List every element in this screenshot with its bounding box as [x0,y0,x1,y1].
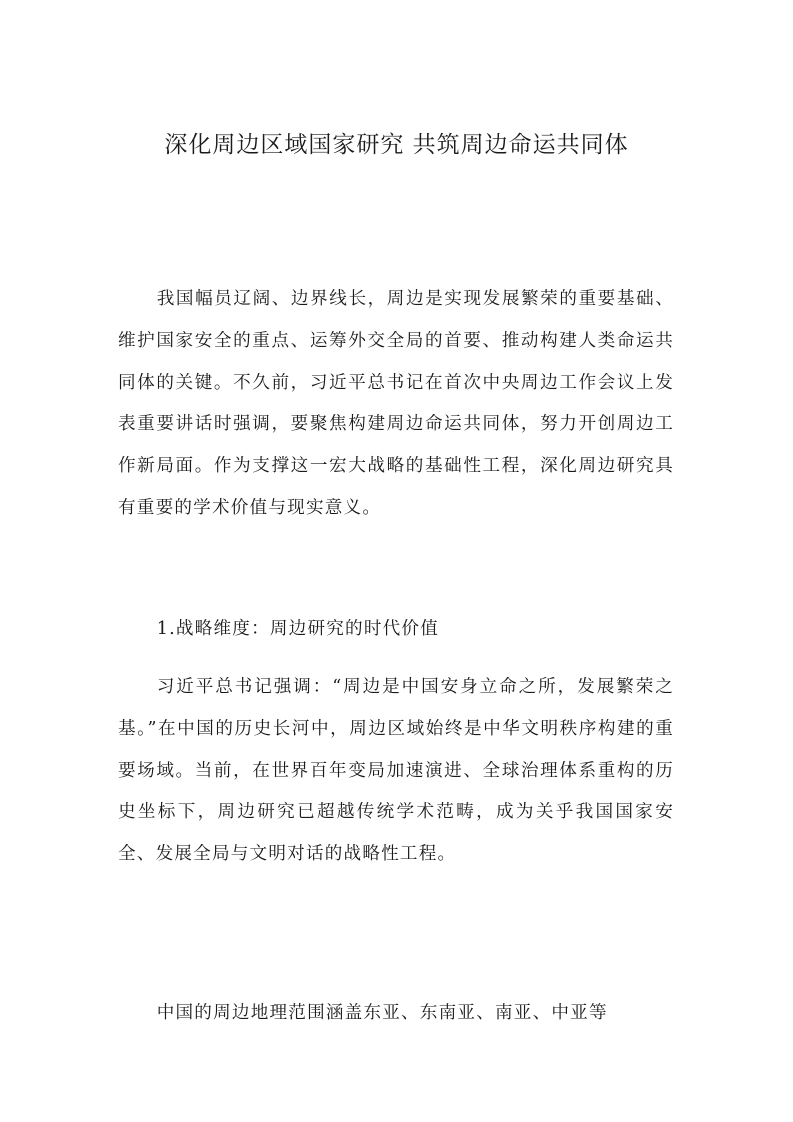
paragraph-intro: 我国幅员辽阔、边界线长，周边是实现发展繁荣的重要基础、维护国家安全的重点、运筹外交全局的首要、推动构建人类命运共同体的关键。不久前，习近平总书记在首次中央周边工作会议上发表重要讲话时强调，要聚焦构建周边命运共同体，努力开创周边工作新局面。作为支撑这一宏大战略的基础性工程，深化周边研究具有重要的学术价值与现实意义。 [118,289,674,518]
paragraph-geographic-scope: 中国的周边地理范围涵盖东亚、东南亚、南亚、中亚等 [156,1003,608,1023]
document-title: 深化周边区域国家研究 共筑周边命运共同体 [164,132,629,158]
section-heading-strategic-dimension: 1.战略维度：周边研究的时代价值 [156,619,440,639]
paragraph-strategic-value: 习近平总书记强调：“周边是中国安身立命之所，发展繁荣之基。”在中国的历史长河中，周边区域始终是中华文明秩序构建的重要场域。当前，在世界百年变局加速演进、全球治理体系重构的历史坐标下，周边研究已超越传统学术范畴，成为关乎我国国家安全、发展全局与文明对话的战略性工程。 [118,677,674,865]
